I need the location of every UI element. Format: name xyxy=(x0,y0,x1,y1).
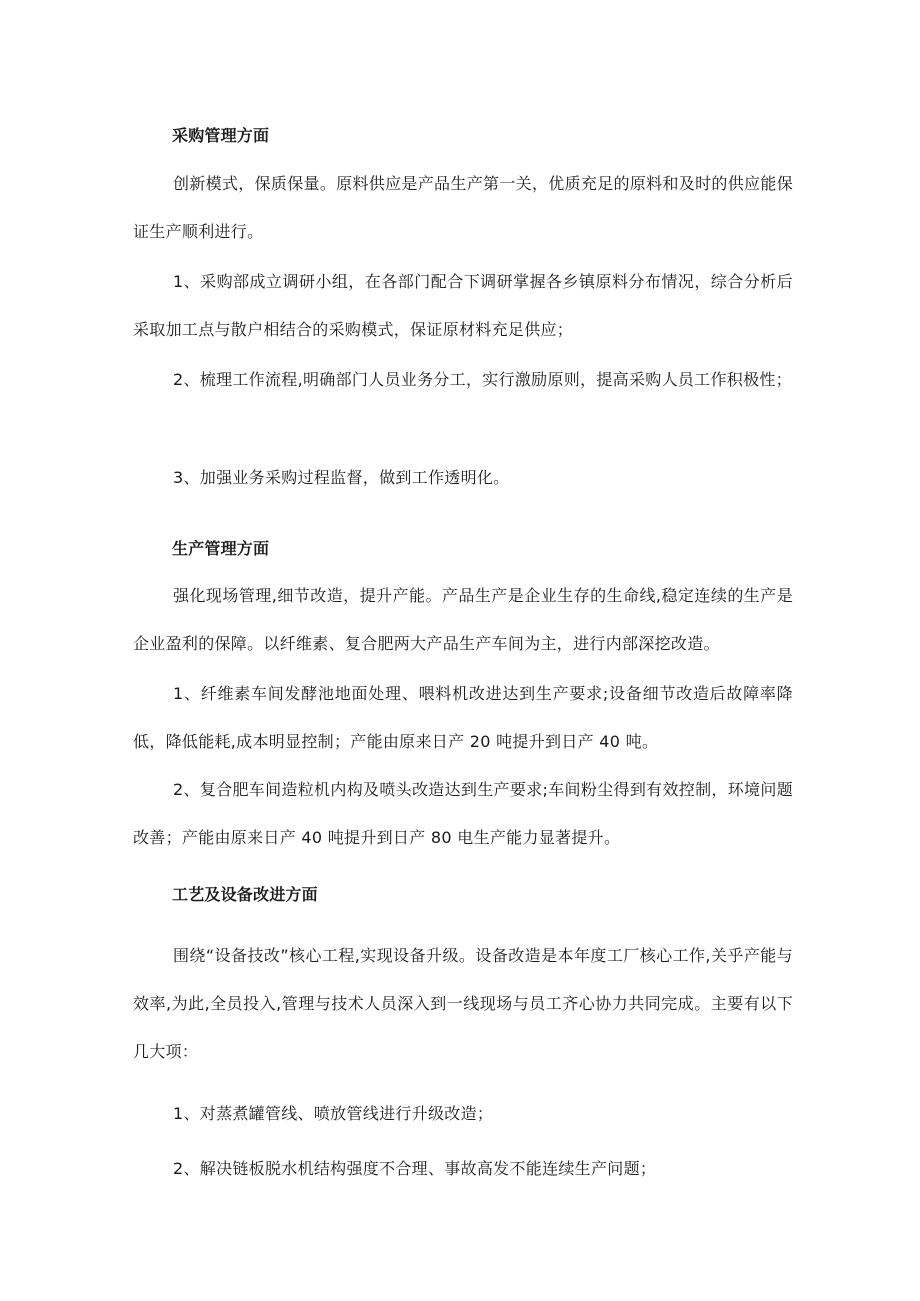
section-heading-procurement: 采购管理方面 xyxy=(172,126,270,145)
paragraph: 强化现场管理,细节改造，提升产能。产品生产是企业生存的生命线,稳定连续的生产是企业盈利的保障。以纤维素、复合肥两大产品生产车间为主，进行内部深挖改造。 xyxy=(133,586,793,653)
section-heading-process-equipment: 工艺及设备改进方面 xyxy=(172,885,318,904)
paragraph: 3、加强业务采购过程监督，做到工作透明化。 xyxy=(173,468,510,487)
paragraph: 创新模式，保质保量。原料供应是产品生产第一关，优质充足的原料和及时的供应能保证生产顺利进行。 xyxy=(133,174,793,241)
paragraph: 2、解决链板脱水机结构强度不合理、事故高发不能连续生产问题； xyxy=(173,1159,657,1178)
paragraph: 1、采购部成立调研小组，在各部门配合下调研掌握各乡镇原料分布情况，综合分析后采取加工点与散户相结合的采购模式，保证原材料充足供应； xyxy=(133,272,793,339)
paragraph: 1、纤维素车间发酵池地面处理、喂料机改进达到生产要求;设备细节改造后故障率降低，降低能耗,成本明显控制；产能由原来日产 20 吨提升到日产 40 吨。 xyxy=(133,684,793,751)
paragraph: 1、对蒸煮罐管线、喷放管线进行升级改造； xyxy=(173,1104,494,1123)
paragraph: 围绕“设备技改”核心工程,实现设备升级。设备改造是本年度工厂核心工作,关乎产能与效率,为此,全员投入,管理与技术人员深入到一线现场与员工齐心协力共同完成。主要有以下几大项： xyxy=(133,946,793,1061)
paragraph: 2、梳理工作流程,明确部门人员业务分工，实行激励原则，提高采购人员工作积极性； xyxy=(173,370,792,389)
section-heading-production: 生产管理方面 xyxy=(172,539,270,558)
paragraph: 2、复合肥车间造粒机内构及喷头改造达到生产要求;车间粉尘得到有效控制，环境问题改善；产能由原来日产 40 吨提升到日产 80 电生产能力显著提升。 xyxy=(133,780,793,847)
